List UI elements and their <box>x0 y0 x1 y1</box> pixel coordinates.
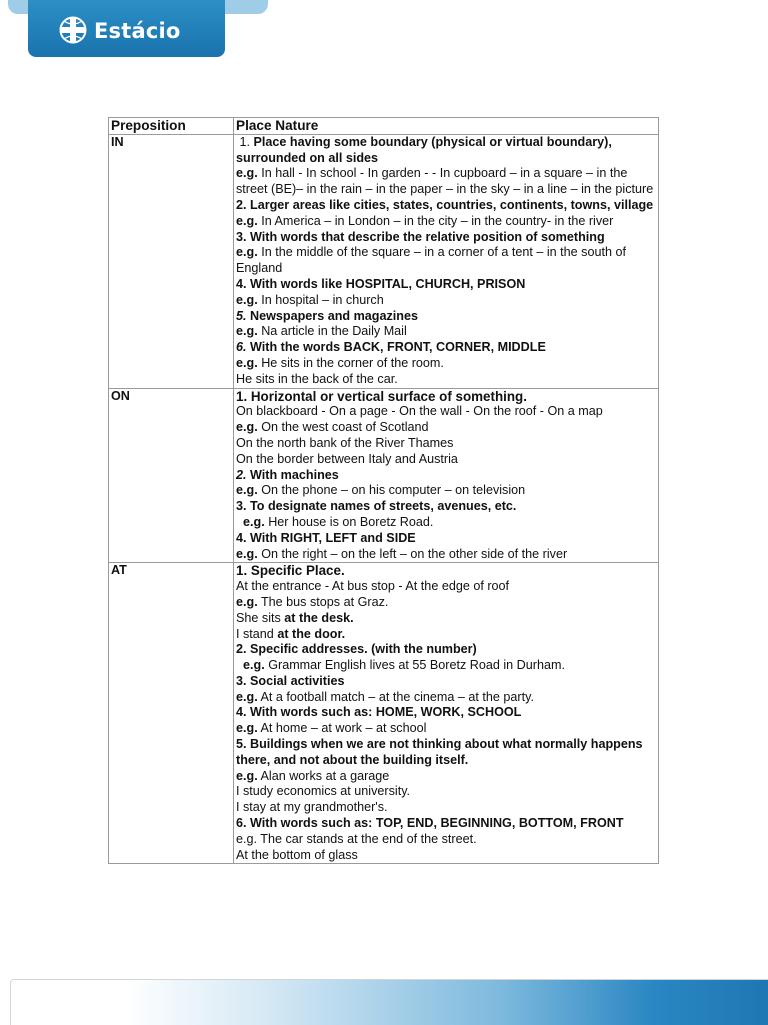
on-example-1c: On the border between Italy and Austria <box>236 451 458 466</box>
on-example-2: e.g. On the phone – on his computer – on television <box>236 483 526 498</box>
brand-header-tab <box>28 0 225 57</box>
at-example-1: e.g. The bus stops at Graz. <box>236 594 389 609</box>
preposition-on: ON <box>109 388 234 563</box>
place-nature-at <box>234 563 659 864</box>
place-nature-on <box>234 388 659 563</box>
in-example-6: e.g. He sits in the corner of the room. <box>236 355 444 370</box>
at-example-6b: At the bottom of glass <box>236 847 358 862</box>
in-example-6b: He sits in the back of the car. <box>236 371 398 386</box>
on-rule-1: 1. Horizontal or vertical surface of something. <box>236 388 527 404</box>
in-rule-4: 4. With words like HOSPITAL, CHURCH, PRISON <box>236 276 526 291</box>
at-rule-2: 2. Specific addresses. (with the number) <box>236 642 477 657</box>
at-rule-1: 1. Specific Place. <box>236 563 345 579</box>
at-line-1: At the entrance - At bus stop - At the edge of roof <box>236 579 510 594</box>
at-example-2: e.g. Grammar English lives at 55 Boretz Road in Durham. <box>243 658 565 673</box>
at-rule-3: 3. Social activities <box>236 673 345 688</box>
header-preposition: Preposition <box>109 118 234 135</box>
in-rule-5: 5. Newspapers and magazines <box>236 308 418 323</box>
on-line-1: On blackboard - On a page - On the wall - On the roof - On a map <box>236 404 603 419</box>
in-rule-6: 6. With the words BACK, FRONT, CORNER, MIDDLE <box>236 340 546 355</box>
in-example-3: e.g. In the middle of the square – in a corner of a tent – in the south of England <box>236 245 626 276</box>
table-row-in <box>109 134 659 388</box>
on-rule-3: 3. To designate names of streets, avenues, etc. <box>236 499 517 514</box>
in-rule-1: 1. Place having some boundary (physical or virtual boundary), surrounded on all sides <box>236 134 612 165</box>
at-example-1c: I stand at the door. <box>236 626 346 641</box>
place-nature-in <box>234 134 659 388</box>
table-row-on <box>109 388 659 563</box>
brand-name: Estácio <box>94 19 181 43</box>
at-rule-5: 5. Buildings when we are not thinking about what normally happens there, and not about the building itself. <box>236 737 643 767</box>
at-example-5c: I stay at my grandmother's. <box>236 800 388 815</box>
header-place-nature: Place Nature <box>234 118 659 135</box>
at-example-5: e.g. Alan works at a garage <box>236 768 390 783</box>
on-example-3: e.g. Her house is on Boretz Road. <box>243 514 434 529</box>
at-rule-4: 4. With words such as: HOME, WORK, SCHOOL <box>236 705 522 720</box>
preposition-at: AT <box>109 563 234 864</box>
at-example-3: e.g. At a football match – at the cinema – at the party. <box>236 689 534 704</box>
on-example-4: e.g. On the right – on the left – on the other side of the river <box>236 546 568 561</box>
table-header-row <box>109 118 659 135</box>
footer-gradient-bar <box>10 979 768 1025</box>
on-example-1: e.g. On the west coast of Scotland <box>236 420 429 435</box>
in-rule-2: 2. Larger areas like cities, states, countries, continents, towns, village <box>236 197 654 212</box>
at-example-6: e.g. The car stands at the end of the street. <box>236 831 477 846</box>
in-rule-3: 3. With words that describe the relative position of something <box>236 229 605 244</box>
on-example-1b: On the north bank of the River Thames <box>236 435 454 450</box>
in-example-2: e.g. In America – in London – in the city – in the country- in the river <box>236 213 614 228</box>
in-example-5: e.g. Na article in the Daily Mail <box>236 324 407 339</box>
globe-cross-icon <box>59 16 87 44</box>
prepositions-table <box>108 117 659 864</box>
on-rule-2: 2. With machines <box>236 467 339 482</box>
at-example-5b: I study economics at university. <box>236 784 411 799</box>
on-rule-4: 4. With RIGHT, LEFT and SIDE <box>236 530 416 545</box>
in-example-1: e.g. In hall - In school - In garden - - In cupboard – in a square – in the street (BE)– in the rain – in the paper – in the sky – in a line – in the picture <box>236 166 654 197</box>
at-example-4: e.g. At home – at work – at school <box>236 721 427 736</box>
at-rule-6: 6. With words such as: TOP, END, BEGINNING, BOTTOM, FRONT <box>236 816 624 831</box>
table-row-at <box>109 563 659 864</box>
at-example-1b: She sits at the desk. <box>236 610 354 625</box>
in-example-4: e.g. In hospital – in church <box>236 292 384 307</box>
preposition-in: IN <box>109 134 234 388</box>
